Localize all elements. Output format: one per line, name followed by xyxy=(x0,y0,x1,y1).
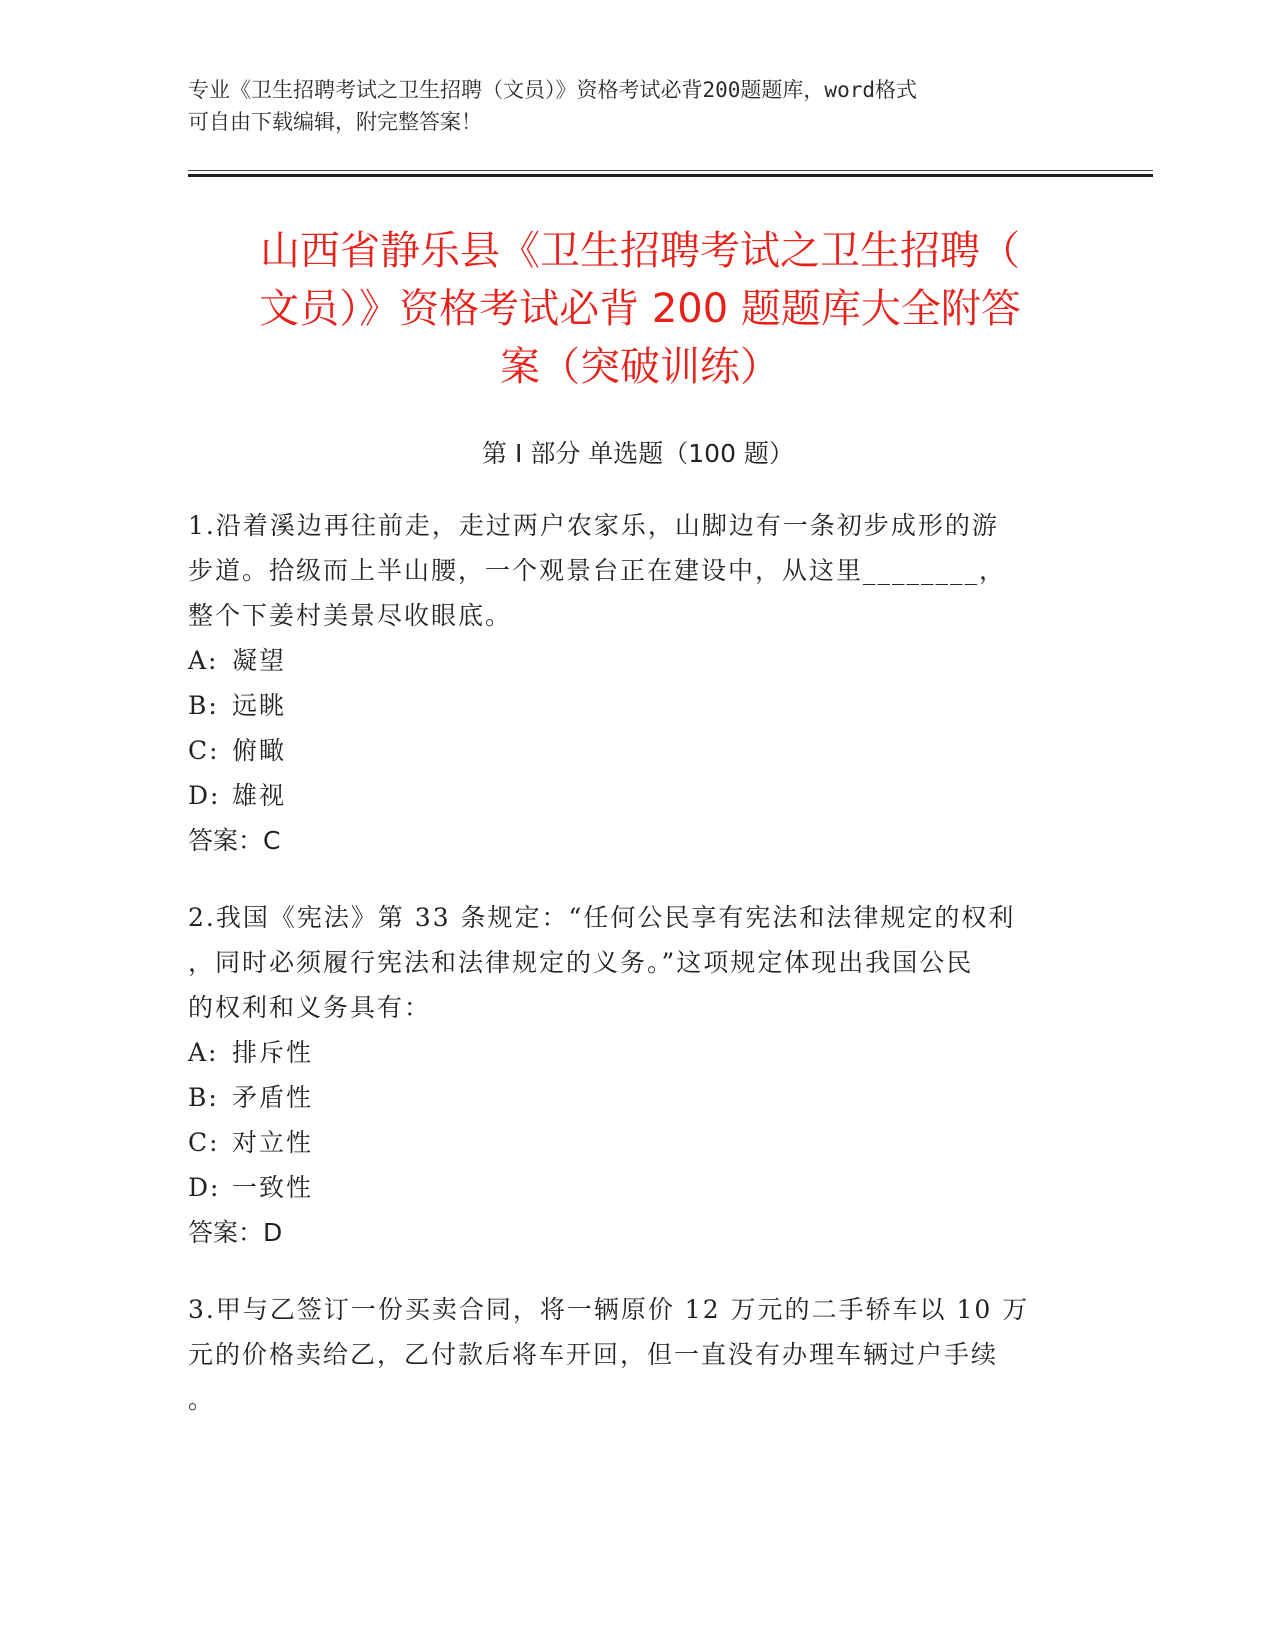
question-stem: 元的价格卖给乙，乙付款后将车开回，但一直没有办理车辆过户手续 xyxy=(188,1340,999,1369)
option-c xyxy=(188,1120,1078,1165)
document-title xyxy=(180,222,1100,396)
title-line: 山西省静乐县《卫生招聘考试之卫生招聘（ xyxy=(260,228,1020,274)
option-c xyxy=(188,728,1078,773)
question-stem: 整个下姜村美景尽收眼底。 xyxy=(188,601,513,630)
header-divider-thin xyxy=(188,170,1153,171)
question-stem: 的权利和义务具有： xyxy=(188,993,432,1022)
option-d xyxy=(188,1165,1078,1210)
option-d xyxy=(188,773,1078,818)
option-text: 对立性 xyxy=(232,1128,314,1157)
title-line: 文员）》资格考试必背 200 题题库大全附答 xyxy=(259,286,1021,332)
answer: 答案：D xyxy=(188,1218,283,1247)
option-key: A: xyxy=(188,646,219,675)
option-text: 一致性 xyxy=(232,1173,314,1202)
option-key: A: xyxy=(188,1038,219,1067)
title-line: 案（突破训练） xyxy=(500,344,780,390)
header-note-line: 可自由下载编辑，附完整答案！ xyxy=(188,110,482,134)
answer: 答案：C xyxy=(188,826,281,855)
question-3 xyxy=(188,1287,1078,1422)
header-note xyxy=(188,74,1088,138)
option-key: B: xyxy=(188,691,219,720)
option-text: 排斥性 xyxy=(232,1038,314,1067)
question-stem: 2.我国《宪法》第 33 条规定：“任何公民享有宪法和法律规定的权利 xyxy=(188,903,1016,932)
question-stem: ，同时必须履行宪法和法律规定的义务。”这项规定体现出我国公民 xyxy=(188,948,974,977)
question-stem: 。 xyxy=(188,1385,216,1414)
option-key: D: xyxy=(188,1173,221,1202)
header-divider-thick xyxy=(188,174,1153,177)
option-text: 雄视 xyxy=(232,781,287,810)
question-stem: 1.沿着溪边再往前走，走过两户农家乐，山脚边有一条初步成形的游 xyxy=(188,511,999,540)
question-1 xyxy=(188,503,1078,863)
option-text: 凝望 xyxy=(232,646,287,675)
option-text: 矛盾性 xyxy=(232,1083,314,1112)
option-key: C: xyxy=(188,736,220,765)
option-b xyxy=(188,683,1078,728)
section-heading: 第 I 部分 单选题（100 题） xyxy=(482,439,794,468)
question-stem: 步道。拾级而上半山腰，一个观景台正在建设中，从这里________， xyxy=(188,556,1007,585)
header-note-line: 专业《卫生招聘考试之卫生招聘（文员）》资格考试必背200题题库，word格式 xyxy=(188,78,917,102)
option-text: 远眺 xyxy=(232,691,287,720)
option-key: D: xyxy=(188,781,221,810)
option-key: C: xyxy=(188,1128,220,1157)
question-2 xyxy=(188,895,1078,1255)
option-a xyxy=(188,1030,1078,1075)
option-b xyxy=(188,1075,1078,1120)
option-a xyxy=(188,638,1078,683)
option-text: 俯瞰 xyxy=(232,736,287,765)
option-key: B: xyxy=(188,1083,219,1112)
question-stem: 3.甲与乙签订一份买卖合同，将一辆原价 12 万元的二手轿车以 10 万 xyxy=(188,1295,1030,1324)
